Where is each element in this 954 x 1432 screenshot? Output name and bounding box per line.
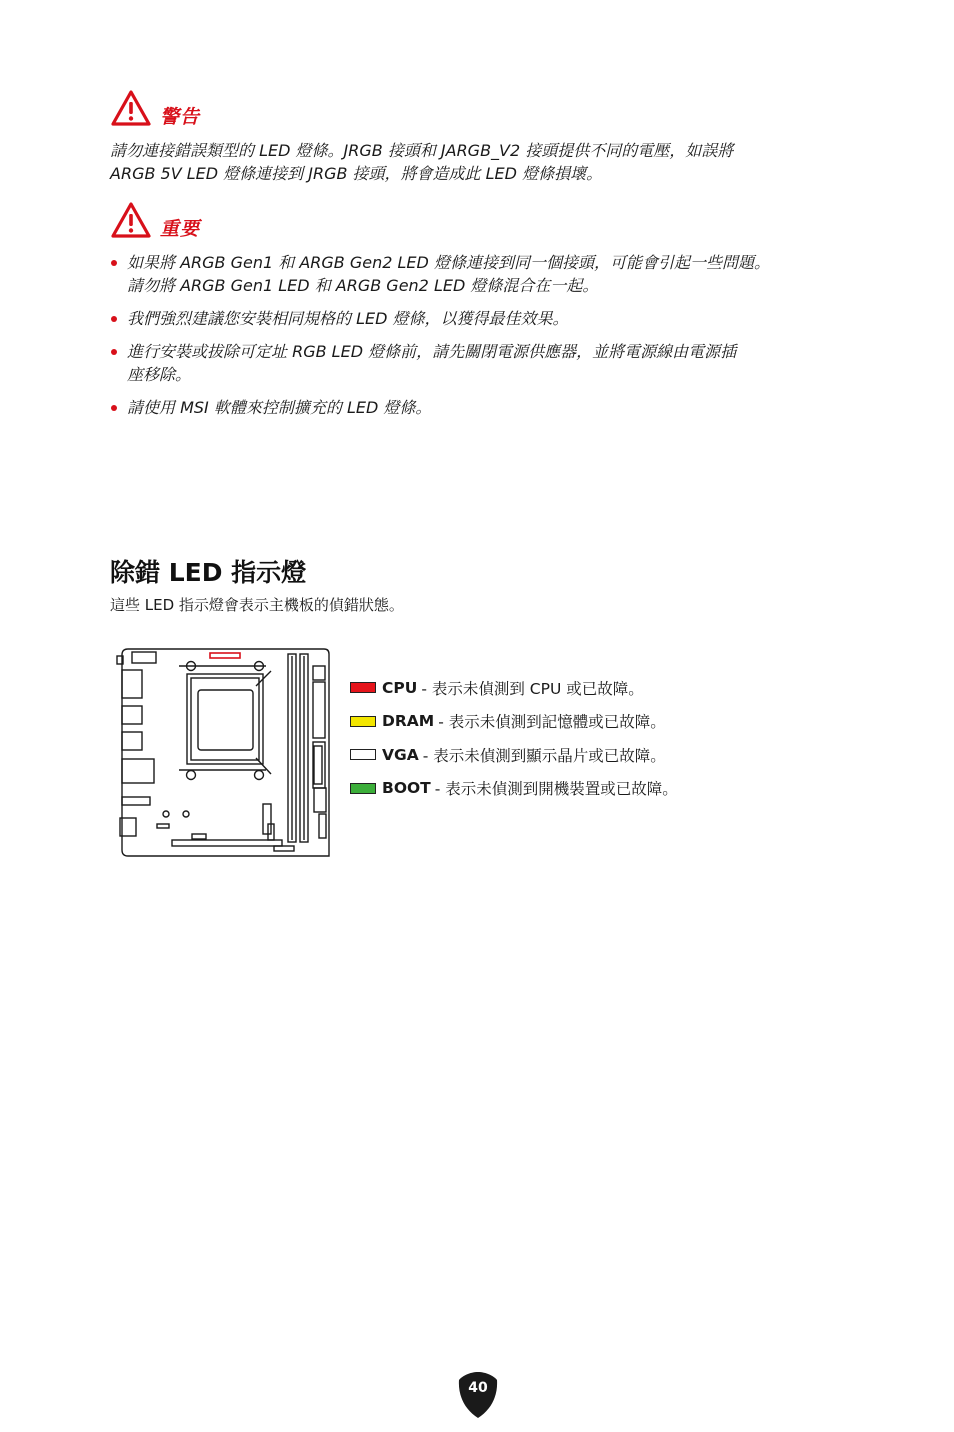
list-item (110, 396, 850, 419)
important-title: 重要 (160, 217, 201, 240)
led-legend (350, 676, 678, 810)
list-item-line: 請使用 MSI 軟體來控制擴充的 LED 燈條。 (127, 398, 432, 417)
warning-line: ARGB 5V LED 燈條連接到 JRGB 接頭，將會造成此 LED 燈條損壞。 (110, 164, 603, 183)
legend-row-dram (350, 710, 678, 733)
page-number: 40 (468, 1380, 488, 1396)
list-item-line: 進行安裝或拔除可定址 RGB LED 燈條前，請先關閉電源供應器，並將電源線由電源插 (127, 342, 737, 361)
page-number-badge (458, 1371, 498, 1419)
legend-label: VGA (382, 745, 419, 764)
led-swatch-dram (350, 716, 376, 727)
legend-label: DRAM (382, 712, 435, 730)
legend-label: CPU (382, 678, 418, 697)
warning-heading (110, 88, 200, 128)
legend-row-vga (350, 743, 678, 766)
important-heading (110, 200, 200, 240)
led-swatch-cpu (350, 682, 376, 693)
legend-description: - 表示未偵測到顯示晶片或已故障。 (422, 746, 666, 765)
list-item (110, 307, 850, 330)
list-item-line: 我們強烈建議您安裝相同規格的 LED 燈條，以獲得最佳效果。 (127, 309, 569, 328)
list-item-line: 座移除。 (127, 365, 192, 384)
legend-description: - 表示未偵測到開機裝置或已故障。 (434, 780, 678, 798)
important-list (110, 251, 850, 429)
motherboard-diagram (116, 646, 334, 860)
important-triangle-icon (110, 201, 152, 239)
list-item (110, 251, 850, 297)
led-swatch-boot (350, 783, 376, 794)
warning-triangle-icon (110, 89, 152, 127)
warning-line: 請勿連接錯誤類型的 LED 燈條。JRGB 接頭和 JARGB_V2 接頭提供不同的電壓，如誤將 (110, 141, 734, 160)
list-item-line: 請勿將 ARGB Gen1 LED 和 ARGB Gen2 LED 燈條混合在一起。 (127, 276, 599, 295)
led-swatch-vga (350, 749, 376, 760)
legend-row-cpu (350, 676, 678, 699)
list-item (110, 340, 850, 386)
legend-row-boot (350, 777, 678, 800)
legend-description: - 表示未偵測到記憶體或已故障。 (438, 713, 666, 731)
legend-description: - 表示未偵測到 CPU 或已故障。 (421, 679, 644, 698)
section-description: 這些 LED 指示燈會表示主機板的偵錯狀態。 (110, 596, 404, 614)
debug-led-marker (210, 653, 240, 658)
list-item-line: 如果將 ARGB Gen1 和 ARGB Gen2 LED 燈條連接到同一個接頭，可能會引起一些問題。 (127, 253, 770, 272)
warning-title: 警告 (160, 105, 201, 128)
warning-text (110, 139, 840, 185)
legend-label: BOOT (382, 779, 431, 797)
section-title: 除錯 LED 指示燈 (110, 558, 307, 587)
